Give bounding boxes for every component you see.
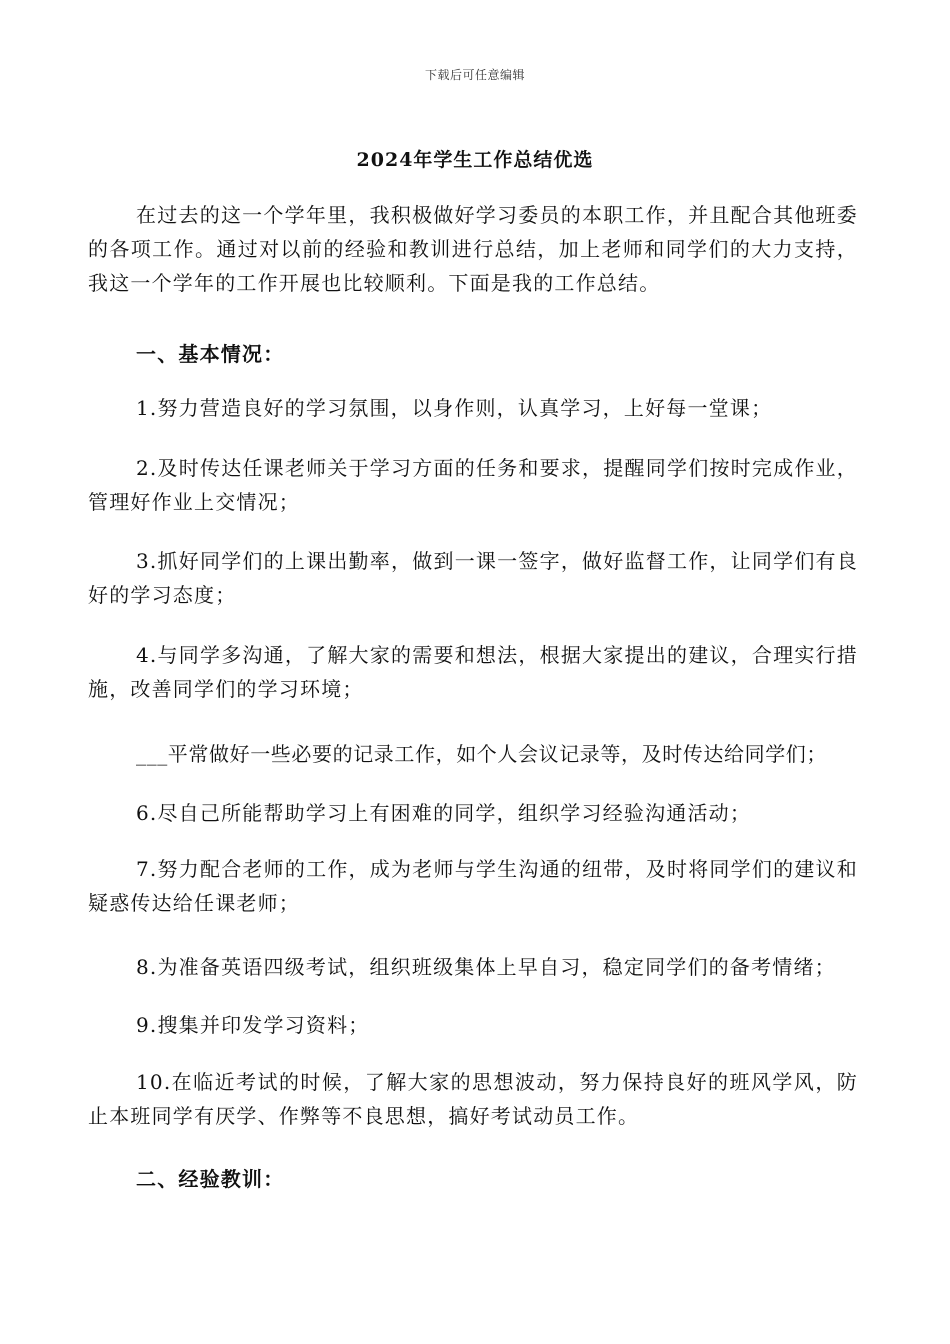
intro-paragraph: 在过去的这一个学年里，我积极做好学习委员的本职工作，并且配合其他班委的各项工作。通过对以前的经验和教训进行总结，加上老师和同学们的大力支持，我这一个学年的工作开展也比较顺利。下面是我的工作总结。 [88,203,858,295]
list-item-2: 2.及时传达任课老师关于学习方面的任务和要求，提醒同学们按时完成作业，管理好作业上交情况； [88,456,858,514]
header-note: 下载后可任意编辑 [424,68,525,82]
document-title: 2024年学生工作总结优选 [356,149,594,171]
list-item-1: 1.努力营造良好的学习氛围，以身作则，认真学习，上好每一堂课； [136,396,773,420]
list-item-7: 7.努力配合老师的工作，成为老师与学生沟通的纽带，及时将同学们的建议和疑惑传达给任课老师； [88,857,858,915]
list-item-3: 3.抓好同学们的上课出勤率，做到一课一签字，做好监督工作，让同学们有良好的学习态度； [88,549,858,607]
list-item-8: 8.为准备英语四级考试，组织班级集体上早自习，稳定同学们的备考情绪； [136,955,836,979]
section-heading-lessons: 二、经验教训： [136,1167,285,1191]
section-heading-basic: 一、基本情况： [136,342,285,366]
list-item-10: 10.在临近考试的时候，了解大家的思想波动，努力保持良好的班风学风，防止本班同学有厌学、作弊等不良思想，搞好考试动员工作。 [88,1070,858,1128]
list-item-6: 6.尽自己所能帮助学习上有困难的同学，组织学习经验沟通活动； [136,801,752,825]
list-item-4: 4.与同学多沟通，了解大家的需要和想法，根据大家提出的建议，合理实行措施，改善同学们的学习环境； [88,643,858,701]
list-item-9: 9.搜集并印发学习资料； [136,1013,370,1037]
list-item-5: ___平常做好一些必要的记录工作，如个人会议记录等，及时传达给同学们； [136,742,827,766]
